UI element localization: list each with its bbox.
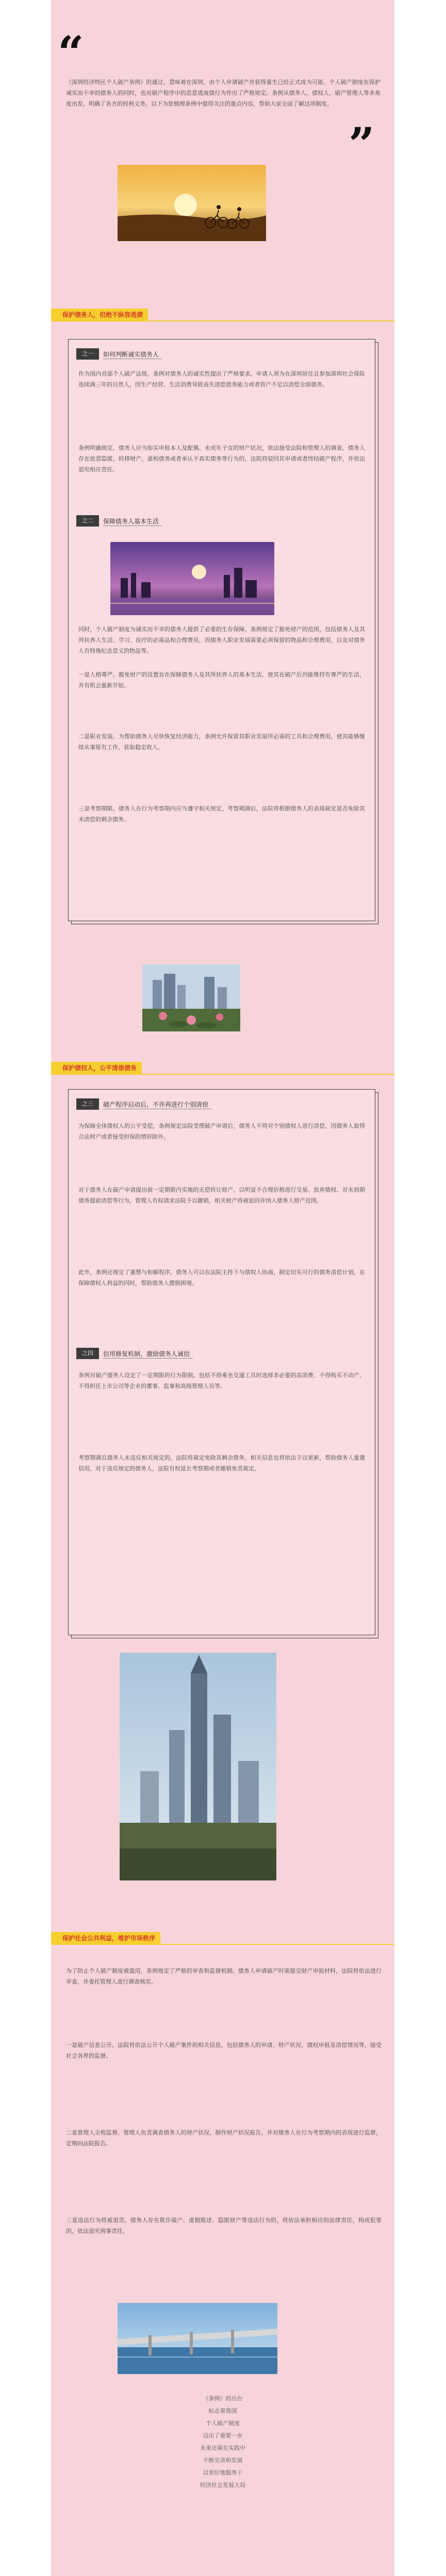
night-skyline-photo [110,542,274,615]
subsection-title: 保障债务人基本生活 [103,517,162,526]
subsection-header [76,515,365,527]
city-lotus-photo [142,964,240,1031]
open-quote-icon: “ [58,26,84,79]
body-paragraph: 三是违法行为将被追责。债务人存在欺诈破产、虚假陈述、隐匿财产等违法行为的，将依法承担相应的法律责任，构成犯罪的，依法追究刑事责任。 [66,2217,382,2234]
section-tag: 保护债权人，公平清偿债务 [51,1062,142,1074]
body-paragraph: 一是破产信息公开。法院将依法公开个人破产案件的相关信息，包括债务人的申请、财产状况、债权申报及清偿情况等，接受社会各界的监督。 [66,2042,382,2059]
closing-line: 个人破产制度 [206,2420,240,2427]
body-paragraph: 条例明确规定，债务人应当如实申报本人及配偶、未成年子女的财产状况，依法接受法院和管理人的调查。债务人存在故意隐匿、转移财产，虚构债务或者承认不真实债务等行为的，法院将驳回其申请或者终结破产程序，并依法追究相应责任。 [78,445,365,473]
subsection-title: 如何判断诚实债务人 [103,350,162,359]
section-box [68,1089,375,1635]
body-paragraph: 二是管理人全程监督。管理人负责调查债务人的财产状况，制作财产状况报告，并对债务人在行为考察期内的表现进行监督，定期向法院报告。 [66,2130,382,2147]
body-paragraph: 为保障全体债权人的公平受偿，条例规定法院受理破产申请后，债务人不得对个别债权人进行清偿，因债务人取得合法财产或者接受担保的情形除外。 [78,1123,365,1140]
body-paragraph: 同时，个人破产制度为诚实而不幸的债务人提供了必要的生存保障。条例规定了豁免财产的范围，包括债务人及其所扶养人生活、学习、医疗的必需品和合理费用，因债务人职业发展需要必须保留的物品和合理费用，以及对债务人有特殊纪念意义的物品等。 [78,626,365,654]
skyscraper-photo [120,1653,276,1880]
body-paragraph: 三是考察期限。债务人在行为考察期内应当遵守相关规定，考察期满后，法院将根据债务人的表现裁定是否免除其未清偿的剩余债务。 [78,806,365,823]
section-tag: 保护社会公共利益，维护市场秩序 [51,1932,160,1944]
body-paragraph: 为了防止个人破产制度被滥用，条例规定了严格的审查和监督机制。债务人申请破产时需提交财产申报材料，法院将依法进行审查，并委托管理人进行调查核实。 [66,1968,382,1985]
bridge-photo [118,2303,277,2374]
closing-line: 未来还需在实践中 [200,2445,245,2451]
body-paragraph: 对于债务人在破产申请提出前一定期限内实施的无偿转让财产、以明显不合理价格进行交易、放弃债权、对未到期债务提前清偿等行为，管理人有权请求法院予以撤销，相关财产将被追回并纳入债务人财产范围。 [78,1187,365,1204]
closing-line: 不断完善和发展 [203,2458,243,2464]
subsection-header [76,348,365,360]
subsection-header [76,1098,365,1110]
body-paragraph: 一是人格尊严。豁免财产的设置旨在保障债务人及其所扶养人的基本生活，使其在破产后仍能维持有尊严的生活，并有机会重新开始。 [78,672,365,689]
close-quote-icon: ” [349,117,375,171]
subsection-number: 之二 [76,515,99,527]
subsection-header [76,1348,365,1359]
closing-line: 以更好地服务于 [203,2470,243,2476]
body-paragraph: 考察期满且债务人未违反相关规定的，法院将裁定免除其剩余债务，相关信息也将依法予以更新，帮助债务人重建信用。对于违反规定的债务人，法院有权延长考察期或者撤销免责裁定。 [78,1455,365,1472]
closing-line: 《条例》的出台 [203,2396,243,2402]
section-divider [51,320,394,321]
subsection-number: 之四 [76,1348,99,1359]
closing-line: 标志着我国 [208,2408,237,2414]
body-paragraph: 二是职业发展。为帮助债务人尽快恢复经济能力，条例允许保留其职业发展所必需的工具和合理费用，使其能够继续从事原有工作，获取稳定收入。 [78,734,365,751]
closing-lines [51,2393,394,2492]
closing-line: 迈出了重要一步 [203,2433,243,2439]
subsection-title: 破产程序启动后，不许再进行个别清偿 [103,1100,211,1109]
body-paragraph: 条例对破产债务人设定了一定期限的行为限制，包括不得乘坐交通工具时选择非必要的高消费、不得购买不动产、不得担任上市公司等企业的董事、监事和高级管理人员等。 [78,1372,365,1389]
subsection-number: 之三 [76,1098,99,1110]
sunset-cyclists-photo [118,165,266,241]
body-paragraph: 此外，条例还规定了重整与和解程序，债务人可以在法院主持下与债权人协商，制定切实可行的债务清偿计划，在保障债权人利益的同时，帮助债务人摆脱困境。 [78,1269,365,1286]
section-divider [51,1074,394,1075]
section-divider [51,1944,394,1945]
body-paragraph: 作为国内首部个人破产法规，条例对债务人的诚实性提出了严格要求。申请人须为在深圳居住且参加深圳社会保险连续满三年的自然人，因生产经营、生活消费导致丧失清偿债务能力或者资产不足以清偿全部债务。 [78,371,365,388]
subsection-title: 信用修复机制，激励债务人诚信 [103,1349,193,1359]
section-tag: 保护债务人，但绝不纵容逃债 [51,309,148,321]
subsection-number: 之一 [76,348,99,360]
intro-paragraph: 《深圳经济特区个人破产条例》的通过，意味着在深圳，由个人申请破产并获得重生已经正式成为可能。个人破产制度在保护诚实而不幸的债务人的同时，也对破产程序中的恶意逃废债行为作出了严格规定。条例从债务人、债权人、破产管理人等多角度出发，明确了各方的权利义务。以下为您梳理条例中值得关注的重点内容，帮助大家全面了解这项制度。 [66,79,381,107]
closing-line: 经济社会发展大局 [200,2482,245,2488]
